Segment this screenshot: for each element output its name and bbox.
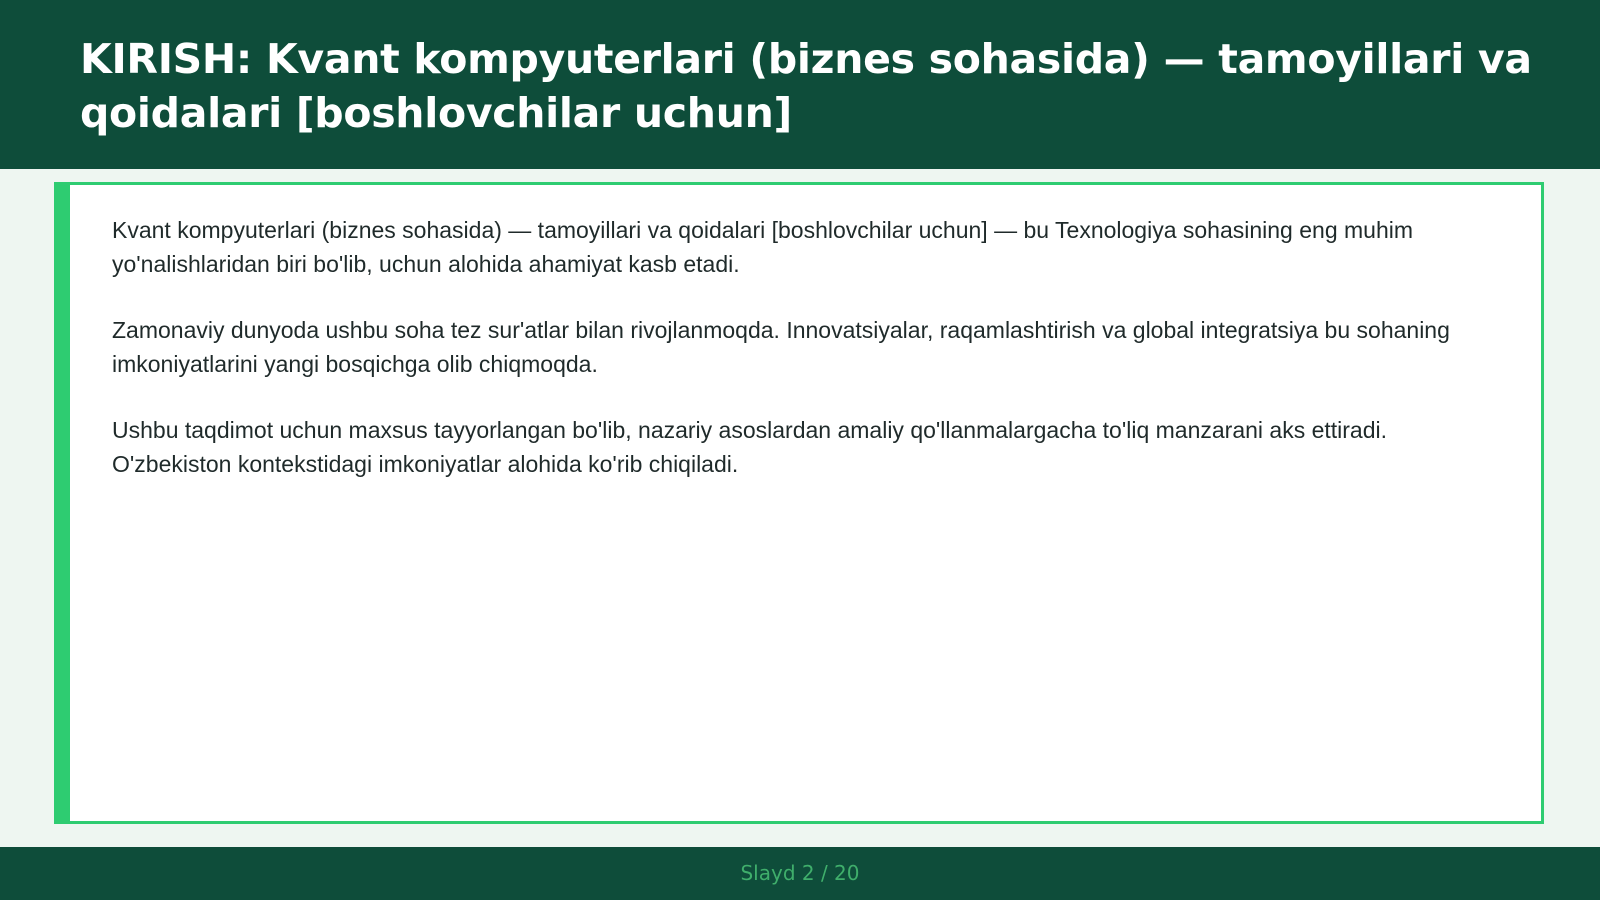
content-text — [112, 213, 1502, 513]
slide-header — [0, 0, 1600, 169]
paragraph-intro: Kvant kompyuterlari (biznes sohasida) — tamoyillari va qoidalari [boshlovchilar uchun] — bu Texnologiya sohasining eng muhim yo'nalishlaridan biri bo'lib, uchun alohida ahamiyat kasb etadi. — [112, 217, 1414, 277]
paragraph-presentation-scope: Ushbu taqdimot uchun maxsus tayyorlangan bo'lib, nazariy asoslardan amaliy qo'llanmalargacha to'liq manzarani aks ettiradi. O'zbekiston kontekstidagi imkoniyatlar alohida ko'rib chiqiladi. — [112, 417, 1388, 477]
content-box — [54, 182, 1544, 824]
slide-footer — [0, 847, 1600, 900]
slide-title: KIRISH: Kvant kompyuterlari (biznes sohasida) — tamoyillari va qoidalari [boshlovchilar uchun] — [80, 35, 1532, 137]
slide-number: Slayd 2 / 20 — [740, 861, 860, 885]
paragraph-modern-world: Zamonaviy dunyoda ushbu soha tez sur'atlar bilan rivojlanmoqda. Innovatsiyalar, raqamlashtirish va global integratsiya bu sohaning imkoniyatlarini yangi bosqichga olib chiqmoqda. — [112, 317, 1450, 377]
